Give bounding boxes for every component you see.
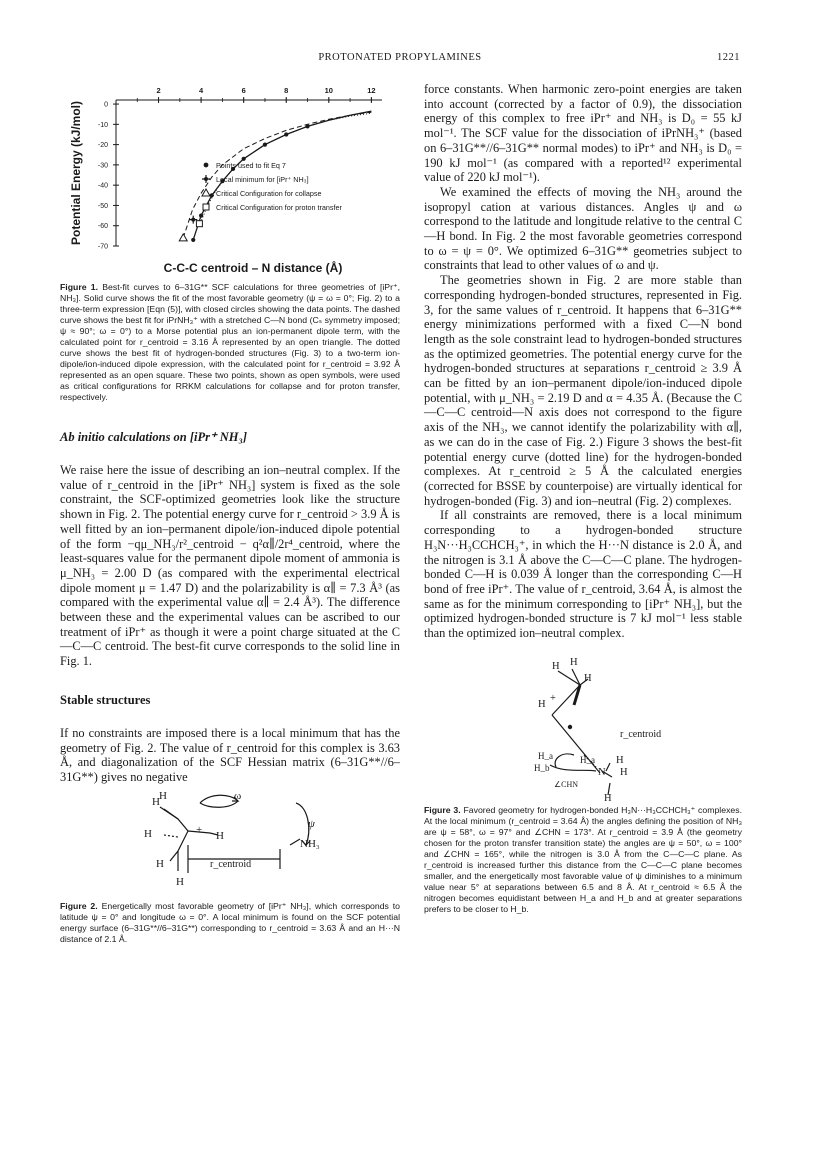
y-tick-label: -10: [97, 121, 108, 129]
fig3-label: H: [620, 766, 628, 778]
fig2-label: ω: [234, 789, 242, 802]
legend-marker-cross-dot: [204, 177, 208, 181]
figure-3-caption-label: Figure 3.: [424, 804, 461, 815]
y-tick-label: -30: [97, 162, 108, 170]
legend-entry: Critical Configuration for proton transfer: [216, 203, 342, 212]
fig2-label: NH₃: [300, 837, 320, 850]
x-tick-label: 2: [156, 86, 161, 95]
figure-3-caption: [424, 805, 742, 915]
legend-entry: Points used to fit Eq 7: [216, 161, 286, 170]
x-tick-label: 12: [367, 86, 376, 95]
figure-2-caption-label: Figure 2.: [60, 900, 98, 911]
section-heading-ab-initio: [60, 429, 400, 445]
fig3-label: H: [552, 660, 560, 672]
figure-2: [60, 789, 400, 901]
fig2-label: H: [176, 875, 184, 888]
running-title: PROTONATED PROPYLAMINES: [318, 52, 482, 63]
figure-1-caption: [60, 282, 400, 403]
section-ab-initio-body: [60, 463, 400, 669]
figure-1-caption-text: Best-fit curves to 6–31G** SCF calculations for three geometries of [iPr⁺, NH₃]. Solid curve shows the fit of the most favorable geometry (ψ = ω = 0°; Fig. 2) to a three-term expression [Eqn (5)], with closed circles showing the data points. The dashed curve shows the best fit for iPrNH₃⁺ with a stretched C—N bond (Cₛ symmetry imposed; ψ ≈ 90°; ω = 0°) to a Morse potential plus an ion-permanent dipole term, with the calculated point for r_centroid = 3.16 Å represented by an open triangle. The dotted curve shows the best fit of hydrogen-bonded structures (Fig. 3) to a two-term ion-dipole/ion-induced dipole expression, with the calculated point for r_centroid = 3.92 Å represented as an open square. These two points, shown as open symbols, were used as critical configurations for RRKM calculations for collapse and for proton transfer, respectively.: [60, 282, 400, 402]
fig3-label: H: [584, 672, 592, 684]
collapse-point: [179, 234, 187, 241]
fig2-label: r_centroid: [210, 858, 252, 870]
figure-1: [60, 82, 390, 280]
fig3-label: +: [550, 692, 556, 704]
paragraph: We examined the effects of moving the NH₃ around the isopropyl cation at various distances. Angles ψ and ω correspond to the latitude and longitude relative to the central C—H bond. In Fig. 2 the most favorable geometries correspond to ω = ψ = 0°. We optimized 6–31G** geometries subject to constraints that lead to other values of ω and ψ.: [424, 184, 742, 273]
paragraph: We raise here the issue of describing an ion–neutral complex. If the value of r_centroid in the [iPr⁺ NH₃] system is fixed as the sole constraint, the SCF-optimized geometries look like the structure shown in Fig. 2. The potential energy curve for r_centroid > 3.9 Å is well fitted by an ion–permanent dipole/ion-induced dipole potential of the form −qμ_NH₃/r²_centroid − q²α∥/2r⁴_centroid, where the least-squares value for the permanent dipole moment of ammonia is μ_NH₃ = 2.00 D (as compared with the experimental electrical dipole moment μ = 1.47 D) and the polarizability is α∥ = 7.3 Å³ (as compared with the experimental value α∥ = 2.4 Å³). The difference between these and the experimental values can be ascribed to our treatment of iPr⁺ as though it were a point charge situated at the C—C—C centroid. The best-fit curve corresponds to the solid line in Fig. 1.: [60, 463, 400, 669]
y-tick-label: -50: [97, 202, 108, 210]
x-tick-label: 8: [284, 86, 289, 95]
paragraph: If no constraints are imposed there is a local minimum that has the geometry of Fig. 2. The value of r_centroid for this complex is 3.63 Å, and diagonalization of the SCF Hessian matrix (6–31G**//6–31G**) gives no negative: [60, 725, 400, 784]
x-tick-label: 6: [241, 86, 246, 95]
legend-entry: Critical Configuration for collapse: [216, 189, 322, 198]
fig2-label: H: [216, 829, 224, 842]
data-point: [191, 238, 195, 242]
paragraph: The geometries shown in Fig. 2 are more stable than corresponding hydrogen-bonded structures, represented in Fig. 3, for the same values of r_centroid. It happens that 6–31G** energy minimizations performed with a fixed C—N bond length as the sole constraint lead to hydrogen-bonded structures as the optimized geometries. The potential energy curve for the hydrogen-bonded structures at separations r_centroid ≥ 3.9 Å can be fitted by an ion–permanent dipole/ion-induced dipole potential, with μ_NH₃ = 2.19 D and α = 4.35 Å. (Because the C—C—C centroid—N axis does not correspond to the figure axis of the NH₃, we cannot identify the polarizability with α∥, as we can do in the case of Fig. 2.) Figure 3 shows the best-fit potential energy curve (dotted line) for the hydrogen-bonded complexes. At r_centroid ≥ 5 Å the calculated energies (corrected for BSSE by counterpoise) are virtually identical for hydrogen-bonded (Fig. 3) and ion–neutral (Fig. 2) complexes.: [424, 273, 742, 508]
section-heading-ab-initio-text: Ab initio calculations on [iPr⁺ NH₃]: [60, 430, 248, 444]
y-axis-label: Potential Energy (kJ/mol): [69, 100, 83, 246]
fig3-label: H_a: [538, 750, 553, 761]
y-tick-label: -60: [97, 223, 108, 231]
proton-transfer-point: [196, 221, 202, 227]
y-tick-label: 0: [104, 101, 108, 109]
fig3-label: r_centroid: [620, 728, 662, 740]
section-stable-body: [60, 726, 400, 785]
paragraph: If all constraints are removed, there is a local minimum corresponding to a hydrogen-bonded structure H₃N···H₃CCHCH₃⁺, in which the H···N distance is 2.0 Å, and the nitrogen is 3.1 Å above the C—C—C plane. The hydrogen-bonded C—H is 0.039 Å longer than the corresponding C—H bond of free iPr⁺. The value of r_centroid, 3.64 Å, is almost the same as for the minimum corresponding to [iPr⁺ NH₃], but the optimized hydrogen-bonded structure is 7 kJ mol⁻¹ less stable than the optimized ion–neutral complex.: [424, 508, 742, 641]
figure-2-caption-text: Energetically most favorable geometry of [iPr⁺ NH₃], which corresponds to latitude ψ = 0° and longitude ω = 0°. A local minimum is found on the SCF potential energy surface (6–31G**//6–31G**) corresponding to r_centroid = 3.63 Å and an H···N distance of 2.1 Å.: [60, 900, 400, 944]
fig2-label: +: [196, 823, 203, 836]
section-heading-stable: Stable structures: [60, 692, 151, 707]
page-number: 1221: [717, 52, 740, 63]
fig2-label: H: [159, 789, 167, 802]
x-tick-label: 10: [324, 86, 333, 95]
legend-marker-square: [203, 204, 209, 210]
figure-3-diagram: [424, 655, 742, 805]
fig3-label: H_a: [580, 754, 595, 765]
legend-entry: Local minimum for [iPr⁺ NH₃]: [216, 175, 309, 184]
figure-1-chart: [60, 82, 390, 280]
fig3-label: H_b: [534, 762, 550, 773]
fig3-label: H: [570, 656, 578, 668]
page-header: [60, 52, 740, 68]
right-column-body: [424, 82, 742, 641]
left-column: [60, 82, 400, 945]
fig3-label: H: [604, 792, 612, 804]
fig3-label: H: [616, 754, 624, 766]
fig3-label: ∠CHN: [554, 779, 579, 789]
fig2-label: H: [144, 827, 152, 840]
y-tick-label: -70: [97, 243, 108, 251]
figure-2-diagram: [60, 789, 400, 901]
y-tick-label: -20: [97, 142, 108, 150]
centroid-dot: [568, 725, 572, 729]
fig3-label: H: [538, 698, 546, 710]
fig2-label: H: [152, 795, 160, 808]
fig2-label: H: [156, 857, 164, 870]
y-tick-label: -40: [97, 182, 108, 190]
figure-2-caption: [60, 901, 400, 945]
fig2-label: ψ: [308, 817, 315, 830]
right-column: [424, 82, 742, 915]
data-point: [284, 132, 288, 136]
figure-3-caption-text: Favored geometry for hydrogen-bonded H₃N···H₃CCHCH₃⁺ complexes. At the local minimum (r_centroid = 3.64 Å) the angles defining the position of NH₃ are ψ = 58°, ω = 97° and ∠CHN = 173°. At r_centroid = 3.9 Å (the geometry chosen for the proton transfer transition state) the angles are ψ = 50°, ω = 100° and ∠CHN = 165°, while the nitrogen is 3.0 Å from the C—C—C plane. As r_centroid is increased further this distance from the C—C—C plane becomes smaller, and the energetically most favorable value of ψ diminishes to a minimum value near 5° at separations between 6.5 and 8 Å. At r_centroid ≈ 6.5 Å the nitrogen becomes equidistant between H_a and H_b and at greater separations prefers to be closer to H_b.: [424, 804, 742, 914]
x-tick-label: 4: [199, 86, 204, 95]
legend-marker-circle: [204, 163, 209, 168]
paragraph: force constants. When harmonic zero-point energies are taken into account (corrected by a factor of 0.9), the dissociation energy of this complex to free iPr⁺ and NH₃ is D₀ = 55 kJ mol⁻¹. The SCF value for the dissociation of iPrNH₃⁺ (based on 6–31G**//6–31G** normal modes) to iPr⁺ and NH₃ is D₀ = 190 kJ mol⁻¹ (as compared with a reported¹² experimental value of 220 kJ mol⁻¹).: [424, 82, 742, 185]
local-minimum-point: [191, 218, 195, 222]
figure-1-caption-label: Figure 1.: [60, 282, 99, 292]
fig3-label: N: [598, 766, 606, 778]
x-axis-label: C-C-C centroid – N distance (Å): [163, 261, 343, 275]
figure-3: [424, 655, 742, 805]
data-point: [263, 143, 267, 147]
